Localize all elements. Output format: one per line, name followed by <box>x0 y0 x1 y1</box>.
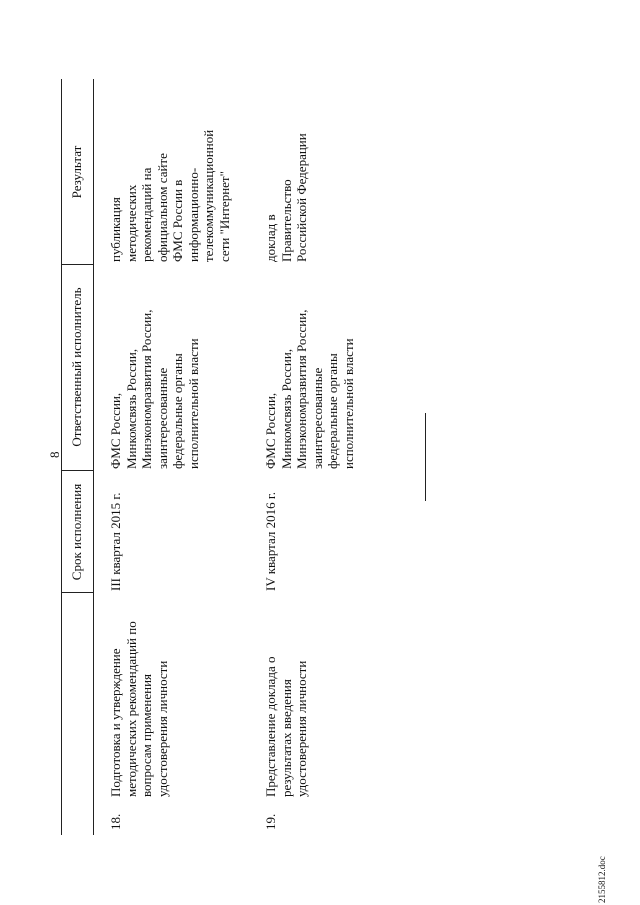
header-executor: Ответственный исполнитель <box>69 287 84 447</box>
row-18-task-line: Подготовка и утверждение <box>108 648 123 797</box>
row-18-result-line: телекоммуникационной <box>201 129 216 262</box>
row-18-executor-line: Минэкономразвития России, <box>139 309 154 469</box>
row-18-task-line: методических рекомендаций по <box>123 621 139 797</box>
closing-rule <box>425 413 426 501</box>
row-19-task-line: удостоверения личности <box>294 660 309 797</box>
row-18-result-line: информационно- <box>185 167 201 262</box>
row-18-task-line: вопросам применения <box>139 673 154 797</box>
row-19-result-line: Правительство <box>278 179 294 262</box>
header-result: Результат <box>69 145 84 199</box>
row-19-task-line: Представление доклада о <box>263 656 278 797</box>
row-18-task <box>108 621 170 797</box>
row-18-result-line: методических <box>123 184 139 262</box>
row-19-executor <box>263 310 356 469</box>
row-19-executor-line: заинтересованные <box>309 367 325 469</box>
doc-filename: 2155812.doc <box>597 856 607 903</box>
row-19-result-line: доклад в <box>263 214 278 262</box>
row-18-deadline: III квартал 2015 г. <box>108 492 123 591</box>
row-19-executor-line: ФМС России, <box>263 392 278 469</box>
row-18-result-line: публикация <box>108 197 123 262</box>
row-19-task <box>263 657 310 797</box>
row-18-executor <box>108 310 201 469</box>
row-19-executor-line: Минкомсвязь России, <box>278 348 294 469</box>
row-19-result-line: Российской Федерации <box>294 133 309 262</box>
row-18-number: 18. <box>108 813 123 830</box>
row-19-executor-line: исполнительной власти <box>340 338 356 469</box>
page-number: 8 <box>47 451 62 458</box>
row-19-number: 19. <box>263 813 278 830</box>
row-18-executor-line: заинтересованные <box>154 367 170 469</box>
row-18-executor-line: Минкомсвязь России, <box>123 348 139 469</box>
row-19-task-line: результатах введения <box>278 679 294 797</box>
row-19-deadline: IV квартал 2016 г. <box>263 492 278 591</box>
row-18-result-line: рекомендаций на <box>139 167 154 262</box>
row-18-result-line: сети "Интернет" <box>216 171 232 262</box>
row-18-executor-line: ФМС России, <box>108 392 123 469</box>
row-18-result-line: официальном сайте <box>154 153 170 262</box>
row-18-executor-line: федеральные органы <box>170 353 185 469</box>
row-18-result <box>108 130 232 262</box>
row-19-executor-line: федеральные органы <box>325 353 340 469</box>
row-18-executor-line: исполнительной власти <box>185 338 201 469</box>
row-18-result-line: ФМС России в <box>170 179 185 262</box>
row-19-executor-line: Минэкономразвития России, <box>294 309 309 469</box>
header-bottom-border <box>93 79 94 835</box>
header-deadline: Срок исполнения <box>69 483 84 581</box>
row-18-task-line: удостоверения личности <box>154 660 170 797</box>
row-19-result <box>263 133 310 262</box>
table-top-border <box>61 79 62 835</box>
